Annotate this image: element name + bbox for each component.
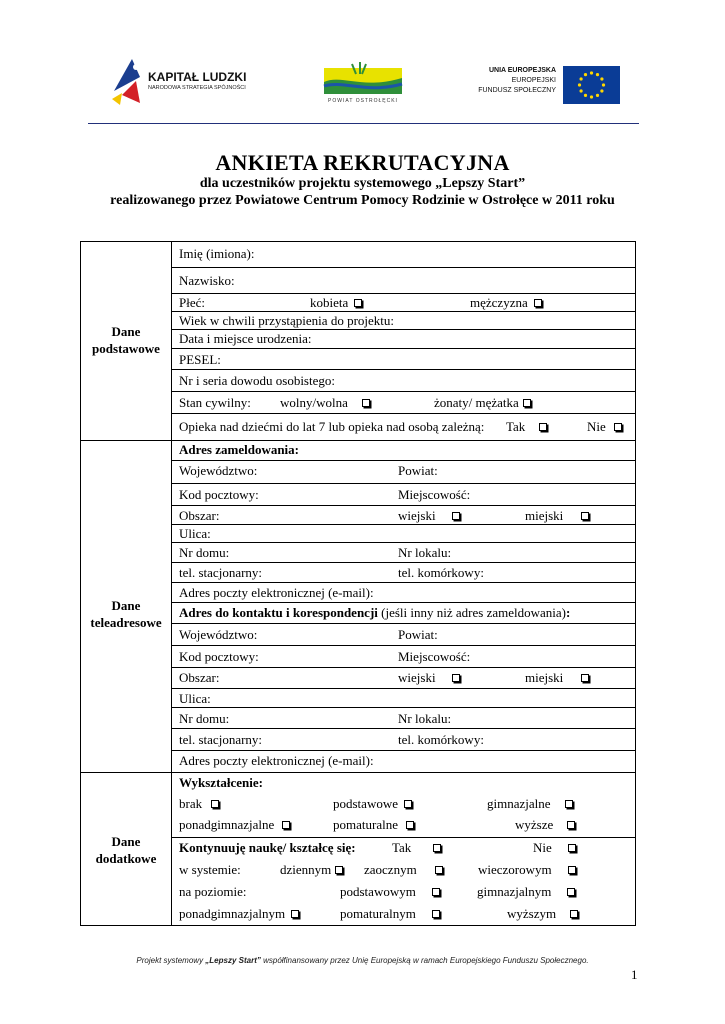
row-divider <box>172 602 636 603</box>
field-ulica: Ulica: <box>179 526 211 541</box>
checkbox-wolny[interactable] <box>362 399 370 407</box>
powiat-caption: POWIAT OSTROŁĘCKI <box>328 98 398 104</box>
option-wyzsze[interactable]: wyższe <box>515 817 575 832</box>
option-dziennym[interactable]: dziennym <box>280 862 343 877</box>
row-divider <box>172 623 636 624</box>
row-divider <box>172 707 636 708</box>
option-podstawowym[interactable]: podstawowym <box>340 884 440 899</box>
row-divider <box>172 267 636 268</box>
checkbox-zonaty[interactable] <box>523 399 531 407</box>
option-kontynuuje-nie[interactable]: Nie <box>533 840 576 855</box>
row-divider <box>172 524 636 525</box>
option-zonaty[interactable]: żonaty/ mężatka <box>434 395 531 410</box>
section-label-extra: Dane dodatkowe <box>95 834 157 866</box>
row-divider <box>172 688 636 689</box>
row-divider <box>172 348 636 349</box>
subtitle-line-1: dla uczestników projektu systemowego „Lepszy Start” <box>199 176 526 191</box>
kapital-ludzki-title: KAPITAŁ LUDZKI <box>148 70 247 84</box>
option-brak[interactable]: brak <box>179 796 219 811</box>
row-divider <box>172 293 636 294</box>
checkbox-gimnazjalne[interactable] <box>565 800 573 808</box>
field-stan-cywilny: Stan cywilny: <box>179 395 251 410</box>
field-dowod: Nr i seria dowodu osobistego: <box>179 373 335 388</box>
field-nr-domu-2: Nr domu: <box>179 711 230 726</box>
option-wolny[interactable]: wolny/wolna <box>280 395 370 410</box>
option-opieka-nie[interactable]: Nie <box>587 419 622 434</box>
field-tel-komorkowy-2: tel. komórkowy: <box>398 732 484 747</box>
option-ponadgimnazjalnym[interactable]: ponadgimnazjalnym <box>179 906 299 921</box>
field-tel-komorkowy: tel. komórkowy: <box>398 565 484 580</box>
label-na-poziomie: na poziomie: <box>179 884 247 899</box>
checkbox-wieczorowym[interactable] <box>568 866 576 874</box>
row-divider <box>172 391 636 392</box>
row-divider <box>172 645 636 646</box>
field-nr-lokalu: Nr lokalu: <box>398 545 452 560</box>
checkbox-miejski[interactable] <box>581 512 589 520</box>
field-opieka: Opieka nad dziećmi do lat 7 lub opieka nad osobą zależną: <box>179 419 485 434</box>
kapital-ludzki-subtitle: NARODOWA STRATEGIA SPÓJNOŚCI <box>148 85 246 91</box>
row-divider <box>172 311 636 312</box>
field-nr-domu: Nr domu: <box>179 545 230 560</box>
checkbox-miejski-2[interactable] <box>581 674 589 682</box>
row-divider <box>172 413 636 414</box>
option-wiejski-2[interactable]: wiejski <box>398 670 460 685</box>
label-w-systemie: w systemie: <box>179 862 241 877</box>
page-footer: Projekt systemowy „Lepszy Start” współfinansowany przez Unię Europejską w ramach Europejskiego Funduszu Społecznego. <box>136 956 589 965</box>
checkbox-kontynuuje-nie[interactable] <box>568 844 576 852</box>
option-gimnazjalnym[interactable]: gimnazjalnym <box>477 884 575 899</box>
ue-logo-text <box>470 66 556 96</box>
powiat-emblem-icon <box>322 60 404 98</box>
field-tel-stacjonarny: tel. stacjonarny: <box>179 565 263 580</box>
field-miejscowosc-2: Miejscowość: <box>398 649 471 664</box>
ue-line2: EUROPEJSKI <box>511 77 556 84</box>
page-number: 1 <box>631 967 638 982</box>
field-powiat: Powiat: <box>398 463 438 478</box>
field-powiat-2: Powiat: <box>398 627 438 642</box>
field-pesel: PESEL: <box>179 352 221 367</box>
checkbox-brak[interactable] <box>211 800 219 808</box>
field-kod-pocztowy: Kod pocztowy: <box>179 487 259 502</box>
header-divider <box>88 123 639 124</box>
row-divider <box>172 369 636 370</box>
row-divider <box>172 667 636 668</box>
field-ulica-2: Ulica: <box>179 691 211 706</box>
option-wieczorowym[interactable]: wieczorowym <box>478 862 576 877</box>
field-tel-stacjonarny-2: tel. stacjonarny: <box>179 732 263 747</box>
field-imie: Imię (imiona): <box>179 246 255 261</box>
section-divider <box>80 440 636 441</box>
subtitle-line-2: realizowanego przez Powiatowe Centrum Pomocy Rodzinie w Ostrołęce w 2011 roku <box>110 193 615 208</box>
row-divider <box>172 582 636 583</box>
checkbox-kobieta[interactable] <box>354 299 362 307</box>
checkbox-zaocznym[interactable] <box>435 866 443 874</box>
checkbox-ponadgimnazjalnym[interactable] <box>291 910 299 918</box>
field-obszar: Obszar: <box>179 508 220 523</box>
field-nr-lokalu-2: Nr lokalu: <box>398 711 452 726</box>
option-wiejski[interactable]: wiejski <box>398 508 460 523</box>
checkbox-mezczyzna[interactable] <box>534 299 542 307</box>
powiat-logo <box>322 60 404 106</box>
ue-line1: UNIA EUROPEJSKA <box>488 67 556 74</box>
field-plec: Płeć: <box>179 295 205 310</box>
checkbox-pomaturalne[interactable] <box>406 821 414 829</box>
option-pomaturalne[interactable]: pomaturalne <box>333 817 414 832</box>
kapital-ludzki-logo <box>110 55 260 107</box>
row-divider <box>172 837 636 838</box>
option-pomaturalnym[interactable]: pomaturalnym <box>340 906 440 921</box>
option-kontynuuje-tak[interactable]: Tak <box>392 840 441 855</box>
row-divider <box>172 562 636 563</box>
heading-kontynuuje-nauke: Kontynuuję naukę/ kształcę się: <box>179 840 356 855</box>
row-divider <box>172 460 636 461</box>
eu-flag-icon <box>563 66 620 104</box>
page-title: ANKIETA REKRUTACYJNA <box>215 150 510 175</box>
checkbox-kontynuuje-tak[interactable] <box>433 844 441 852</box>
option-ponadgimnazjalne[interactable]: ponadgimnazjalne <box>179 817 290 832</box>
option-wyzszym[interactable]: wyższym <box>507 906 578 921</box>
option-miejski[interactable]: miejski <box>525 508 589 523</box>
option-mezczyzna[interactable]: mężczyzna <box>470 295 542 310</box>
field-obszar-2: Obszar: <box>179 670 220 685</box>
row-divider <box>172 750 636 751</box>
checkbox-opieka-nie[interactable] <box>614 423 622 431</box>
option-miejski-2[interactable]: miejski <box>525 670 589 685</box>
checkbox-wyzsze[interactable] <box>567 821 575 829</box>
field-wiek: Wiek w chwili przystąpienia do projektu: <box>179 313 395 328</box>
section-divider <box>80 772 636 773</box>
row-divider <box>172 542 636 543</box>
field-kod-pocztowy-2: Kod pocztowy: <box>179 649 259 664</box>
option-gimnazjalne[interactable]: gimnazjalne <box>487 796 573 811</box>
checkbox-wiejski[interactable] <box>452 512 460 520</box>
row-divider <box>172 483 636 484</box>
checkbox-gimnazjalnym[interactable] <box>567 888 575 896</box>
heading-adres-korespondencji: Adres do kontaktu i korespondencji (jeśli inny niż adres zameldowania): <box>179 605 571 620</box>
field-data-urodzenia: Data i miejsce urodzenia: <box>179 331 312 346</box>
heading-wyksztalcenie: Wykształcenie: <box>179 775 263 790</box>
option-kobieta[interactable]: kobieta <box>310 295 362 310</box>
heading-adres-zameldowania: Adres zameldowania: <box>179 442 300 457</box>
option-zaocznym[interactable]: zaocznym <box>364 862 443 877</box>
checkbox-wyzszym[interactable] <box>570 910 578 918</box>
checkbox-pomaturalnym[interactable] <box>432 910 440 918</box>
field-wojewodztwo: Województwo: <box>179 463 258 478</box>
ue-line3: FUNDUSZ SPOŁECZNY <box>478 87 556 94</box>
checkbox-dziennym[interactable] <box>335 866 343 874</box>
checkbox-opieka-tak[interactable] <box>539 423 547 431</box>
field-email: Adres poczty elektronicznej (e-mail): <box>179 585 374 600</box>
checkbox-ponadgimnazjalne[interactable] <box>282 821 290 829</box>
field-nazwisko: Nazwisko: <box>179 273 235 288</box>
row-divider <box>172 329 636 330</box>
checkbox-podstawowym[interactable] <box>432 888 440 896</box>
checkbox-podstawowe[interactable] <box>404 800 412 808</box>
section-label-basic: Dane podstawowe <box>92 324 160 356</box>
checkbox-wiejski-2[interactable] <box>452 674 460 682</box>
row-divider <box>172 505 636 506</box>
row-divider <box>172 728 636 729</box>
option-podstawowe[interactable]: podstawowe <box>333 796 412 811</box>
field-wojewodztwo-2: Województwo: <box>179 627 258 642</box>
option-opieka-tak[interactable]: Tak <box>506 419 547 434</box>
section-label-contact: Dane teleadresowe <box>90 598 162 630</box>
field-miejscowosc: Miejscowość: <box>398 487 471 502</box>
field-email-2: Adres poczty elektronicznej (e-mail): <box>179 753 374 768</box>
